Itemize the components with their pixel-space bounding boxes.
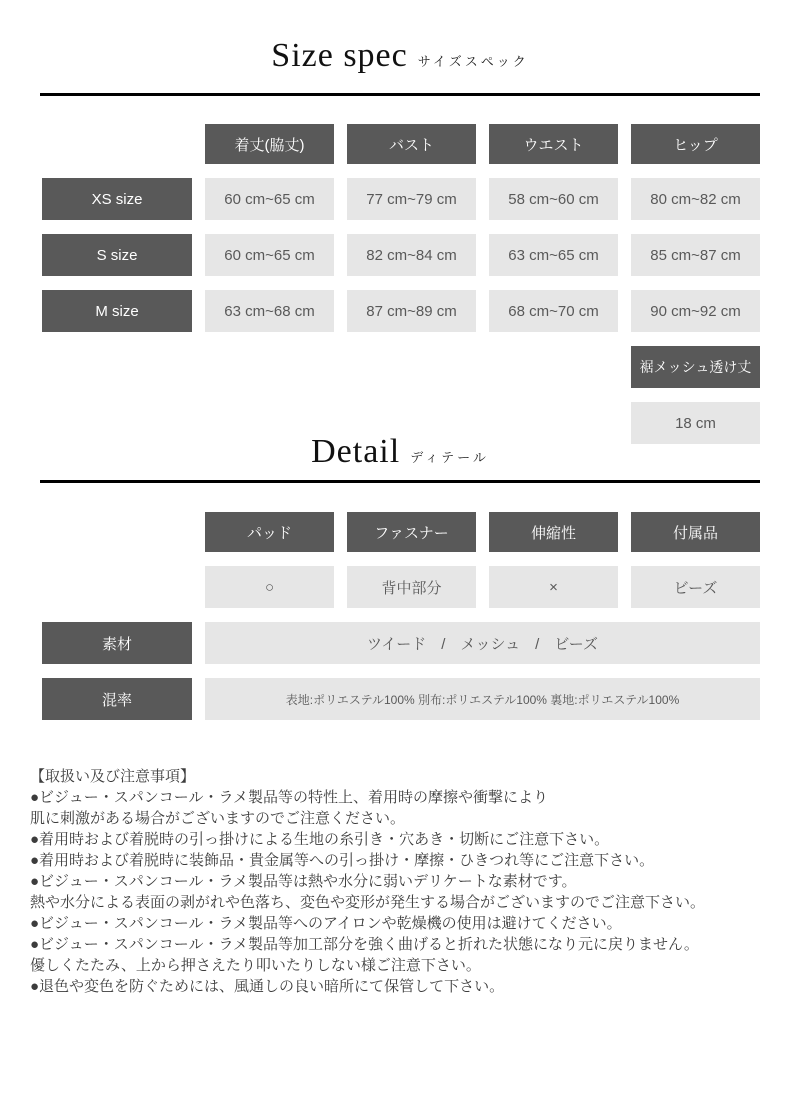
detail-col-header-fastener: ファスナー: [347, 512, 476, 552]
size-row-label-s: S size: [42, 234, 192, 276]
size-cell-xs-length: 60 cm~65 cm: [205, 178, 334, 220]
care-notes-heading: 【取扱い及び注意事項】: [30, 768, 196, 785]
size-col-header-bust: バスト: [347, 124, 476, 164]
size-cell-xs-hip: 80 cm~82 cm: [631, 178, 760, 220]
care-note-line: ●ビジュー・スパンコール・ラメ製品等へのアイロンや乾燥機の使用は避けてください。: [30, 915, 622, 932]
size-col-header-hip: ヒップ: [631, 124, 760, 164]
size-cell-s-length: 60 cm~65 cm: [205, 234, 334, 276]
size-cell-s-hip: 85 cm~87 cm: [631, 234, 760, 276]
care-note-line: ●ビジュー・スパンコール・ラメ製品等は熱や水分に弱いデリケートな素材です。: [30, 873, 577, 890]
mixture-label: 混率: [42, 678, 192, 720]
size-spec-title-ja: サイズスペック: [417, 54, 529, 69]
size-cell-s-waist: 63 cm~65 cm: [489, 234, 618, 276]
detail-header-spacer: [42, 512, 192, 552]
size-spec-divider: [40, 93, 760, 96]
size-cell-xs-bust: 77 cm~79 cm: [347, 178, 476, 220]
material-value: ツイード / メッシュ / ビーズ: [205, 622, 760, 664]
detail-value-pad: ○: [205, 566, 334, 608]
size-col-header-waist: ウエスト: [489, 124, 618, 164]
size-row-label-xs: XS size: [42, 178, 192, 220]
size-col-header-length: 着丈(脇丈): [205, 124, 334, 164]
detail-title-ja: ディテール: [410, 450, 489, 465]
detail-values-spacer: [42, 566, 192, 608]
care-notes: [30, 766, 800, 997]
detail-col-header-stretch: 伸縮性: [489, 512, 618, 552]
detail-col-header-pad: パッド: [205, 512, 334, 552]
care-note-line: ●着用時および着脱時の引っ掛けによる生地の糸引き・穴あき・切断にご注意下さい。: [30, 831, 610, 848]
size-header-spacer: [42, 124, 192, 164]
size-cell-xs-waist: 58 cm~60 cm: [489, 178, 618, 220]
care-note-line: 熱や水分による表面の剥がれや色落ち、変色や変形が発生する場合がございますのでご注意下さい。: [30, 894, 706, 911]
care-note-line: 肌に刺激がある場合がございますのでご注意ください。: [30, 810, 406, 827]
size-cell-m-bust: 87 cm~89 cm: [347, 290, 476, 332]
size-cell-m-hip: 90 cm~92 cm: [631, 290, 760, 332]
size-spec-title-en: Size spec: [271, 37, 408, 74]
care-note-line: ●ビジュー・スパンコール・ラメ製品等加工部分を強く曲げると折れた状態になり元に戻りません。: [30, 936, 699, 953]
care-note-line: 優しくたたみ、上から押さえたり叩いたりしない様ご注意下さい。: [30, 957, 481, 974]
detail-title-en: Detail: [311, 433, 401, 470]
mixture-value: 表地:ポリエステル100% 別布:ポリエステル100% 裏地:ポリエステル100%: [205, 678, 760, 720]
size-cell-s-bust: 82 cm~84 cm: [347, 234, 476, 276]
size-cell-m-waist: 68 cm~70 cm: [489, 290, 618, 332]
size-spec-title: [0, 38, 800, 80]
hem-mesh-length-label: 裾メッシュ透け丈: [631, 346, 760, 388]
care-note-line: ●退色や変色を防ぐためには、風通しの良い暗所にて保管して下さい。: [30, 978, 505, 995]
detail-divider: [40, 480, 760, 483]
size-row-label-m: M size: [42, 290, 192, 332]
detail-table: [42, 512, 800, 720]
size-spec-table: [42, 124, 800, 444]
hem-mesh-length-value: 18 cm: [631, 402, 760, 444]
detail-value-accessory: ビーズ: [631, 566, 760, 608]
detail-col-header-accessory: 付属品: [631, 512, 760, 552]
material-label: 素材: [42, 622, 192, 664]
size-cell-m-length: 63 cm~68 cm: [205, 290, 334, 332]
detail-value-fastener: 背中部分: [347, 566, 476, 608]
care-note-line: ●着用時および着脱時に装飾品・貴金属等への引っ掛け・摩擦・ひきつれ等にご注意下さい。: [30, 852, 655, 869]
care-note-line: ●ビジュー・スパンコール・ラメ製品等の特性上、着用時の摩擦や衝撃により: [30, 789, 549, 806]
detail-value-stretch: ×: [489, 566, 618, 608]
